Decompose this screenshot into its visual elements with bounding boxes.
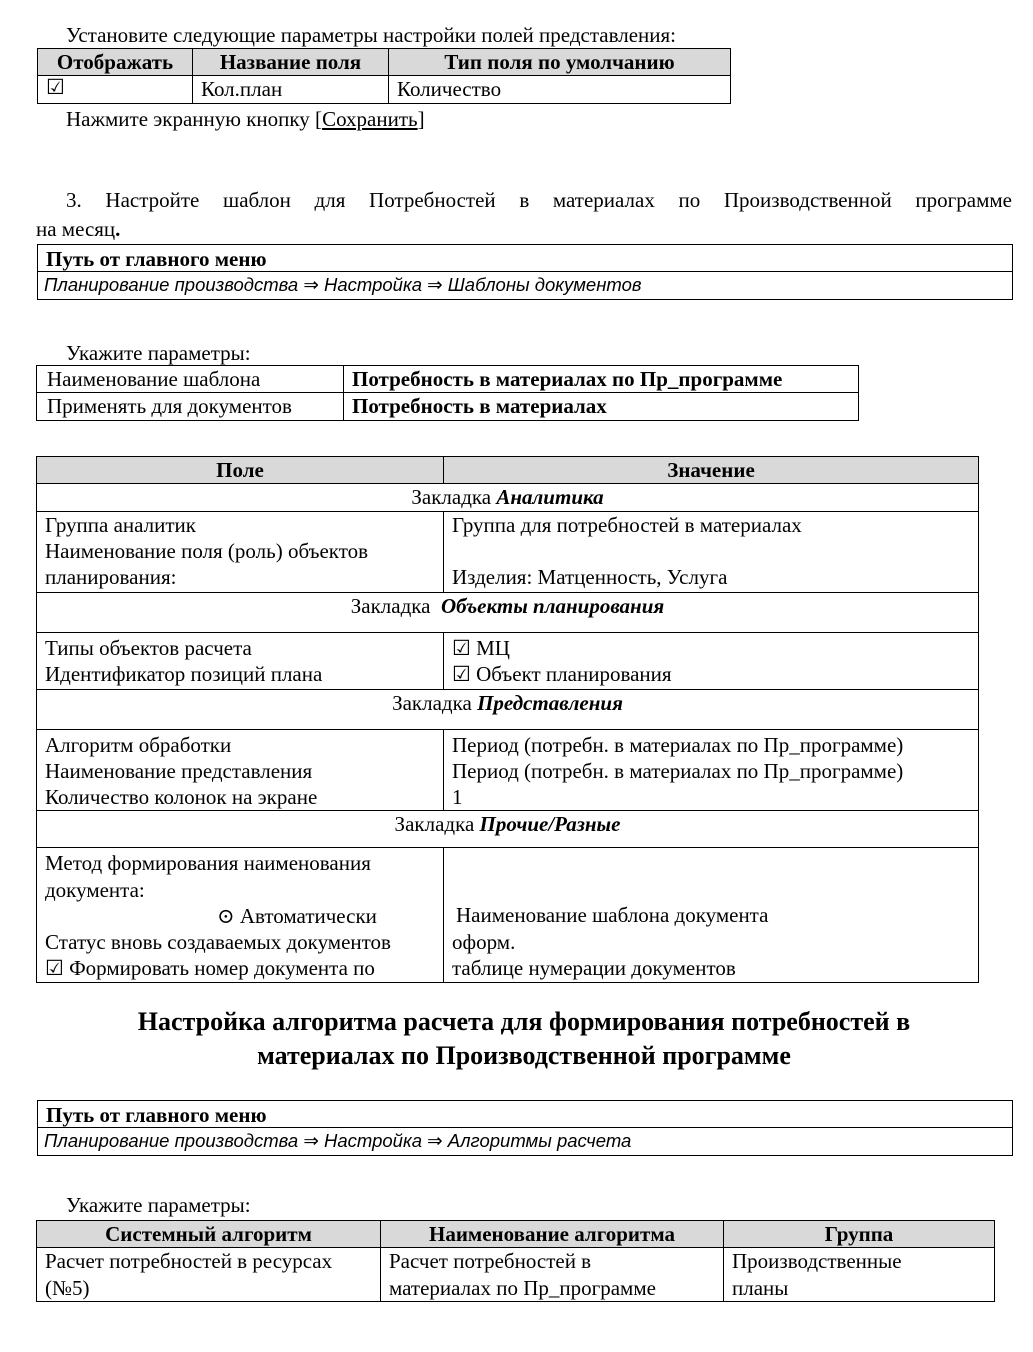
analytics-values: [444, 511, 979, 592]
menu-path-1[interactable]: Планирование производства ⇒ Настройка ⇒ Шаблоны документов: [44, 274, 642, 295]
step3-text: [36, 187, 1012, 243]
group-cell: [724, 1248, 995, 1302]
save-instruction: [66, 106, 425, 132]
field-label: документа:: [45, 877, 145, 902]
tab-prefix: Закладка: [394, 812, 475, 837]
template-params-table: [36, 365, 859, 421]
menu-path-heading-2: Путь от главного меню: [38, 1101, 1012, 1128]
field-label: Количество колонок на экране: [45, 785, 318, 809]
step3-line1: 3. Настройте шаблон для Потребностей в материалах по Производственной программе: [66, 188, 1012, 212]
numbering-checkbox[interactable]: ☑ Формировать номер документа по: [45, 956, 375, 981]
display-checkbox[interactable]: ☑: [38, 76, 193, 103]
analytics-fields: [37, 511, 444, 592]
field-label: Наименование поля (роль) объектов: [45, 538, 369, 563]
tab-analytics: [37, 484, 979, 511]
menu-path-heading-1: Путь от главного меню: [38, 245, 1012, 272]
tab-prefix: Закладка: [350, 593, 431, 618]
field-value: Изделия: Матценность, Услуга: [452, 564, 728, 589]
views-fields: [37, 729, 444, 811]
save-suffix: ]: [417, 107, 425, 131]
type-mc-checkbox[interactable]: ☑ МЦ: [452, 635, 510, 660]
tab-prefix: Закладка: [411, 485, 492, 510]
field-name-cell: Кол.план: [193, 76, 389, 103]
col-header-display: Отображать: [38, 49, 193, 76]
field-value: оформ.: [452, 929, 516, 954]
cell-line: планы: [732, 1275, 789, 1300]
field-label: Группа аналитик: [45, 512, 196, 537]
col-header-field-type: Тип поля по умолчанию: [389, 49, 731, 76]
system-algorithm-cell: [37, 1248, 381, 1302]
col-header-field: Поле: [37, 457, 444, 484]
algorithm-table: [36, 1220, 995, 1302]
menu-path-box-1: [37, 244, 1013, 300]
field-type-cell: Количество: [389, 76, 731, 103]
field-label: планирования:: [45, 565, 177, 589]
cell-line: (№5): [45, 1275, 90, 1300]
param-value: Потребность в материалах по Пр_программе: [344, 366, 859, 393]
misc-fields: [37, 848, 444, 982]
fields-table: [37, 48, 731, 104]
settings-table: [36, 456, 979, 983]
field-value: таблице нумерации документов: [452, 955, 736, 980]
tab-misc-name: Прочие/Разные: [479, 812, 621, 837]
param-value: Потребность в материалах: [344, 393, 859, 420]
col-header-value: Значение: [444, 457, 979, 484]
field-label: Идентификатор позиций плана: [45, 661, 323, 686]
cell-line: Расчет потребностей в: [389, 1249, 592, 1274]
menu-path-2[interactable]: Планирование производства ⇒ Настройка ⇒ Алгоритмы расчета: [44, 1130, 632, 1151]
step3-line2: на месяц: [36, 217, 116, 242]
algorithm-name-cell: [381, 1248, 724, 1302]
col-header-group: Группа: [724, 1221, 995, 1248]
col-header-system-algorithm: Системный алгоритм: [37, 1221, 381, 1248]
field-label: Метод формирования наименования: [45, 851, 371, 876]
field-value: Наименование шаблона документа: [456, 903, 769, 928]
tab-objects-name: Объекты планирования: [441, 593, 665, 618]
planning-object-checkbox[interactable]: ☑ Объект планирования: [452, 661, 672, 686]
tab-views-name: Представления: [477, 690, 623, 715]
col-header-field-name: Название поля: [193, 49, 389, 76]
field-value: Группа для потребностей в материалах: [452, 512, 802, 537]
field-value: Период (потребн. в материалах по Пр_программе): [452, 758, 904, 783]
cell-line: материалах по Пр_программе: [389, 1275, 656, 1300]
save-prefix: Нажмите экранную кнопку [: [66, 107, 323, 131]
tab-views: [37, 689, 979, 729]
field-value: 1: [452, 785, 463, 809]
field-label: Наименование представления: [45, 758, 313, 783]
param-label: Применять для документов: [37, 393, 344, 420]
tab-prefix: Закладка: [392, 690, 472, 715]
step3-dot: .: [115, 217, 121, 242]
cell-line: Расчет потребностей в ресурсах: [45, 1249, 333, 1274]
params-label-2: Укажите параметры:: [66, 1193, 251, 1217]
field-label: Статус вновь создаваемых документов: [45, 930, 391, 954]
heading-line1: Настройка алгоритма расчета для формирования потребностей в: [137, 1007, 911, 1036]
tab-analytics-name: Аналитика: [496, 485, 604, 510]
tab-misc: [37, 811, 979, 848]
heading-line2: материалах по Производственной программе: [257, 1041, 791, 1070]
tab-objects: [37, 592, 979, 632]
section-heading: [36, 1005, 1012, 1073]
field-label: Типы объектов расчета: [45, 635, 252, 660]
misc-values: [444, 848, 979, 982]
objects-fields: [37, 632, 444, 689]
param-label: Наименование шаблона: [37, 366, 344, 393]
intro-text: Установите следующие параметры настройки полей представления:: [66, 23, 676, 47]
save-button[interactable]: Сохранить: [322, 107, 418, 131]
cell-line: Производственные: [732, 1249, 902, 1274]
menu-path-box-2: [37, 1100, 1013, 1156]
auto-radio[interactable]: ⊙ Автоматически: [217, 903, 377, 928]
field-label: Алгоритм обработки: [45, 732, 232, 757]
views-values: [444, 729, 979, 811]
field-value: Период (потребн. в материалах по Пр_программе): [452, 732, 904, 757]
objects-values: [444, 632, 979, 689]
params-label-1: Укажите параметры:: [66, 341, 251, 365]
col-header-algorithm-name: Наименование алгоритма: [381, 1221, 724, 1248]
